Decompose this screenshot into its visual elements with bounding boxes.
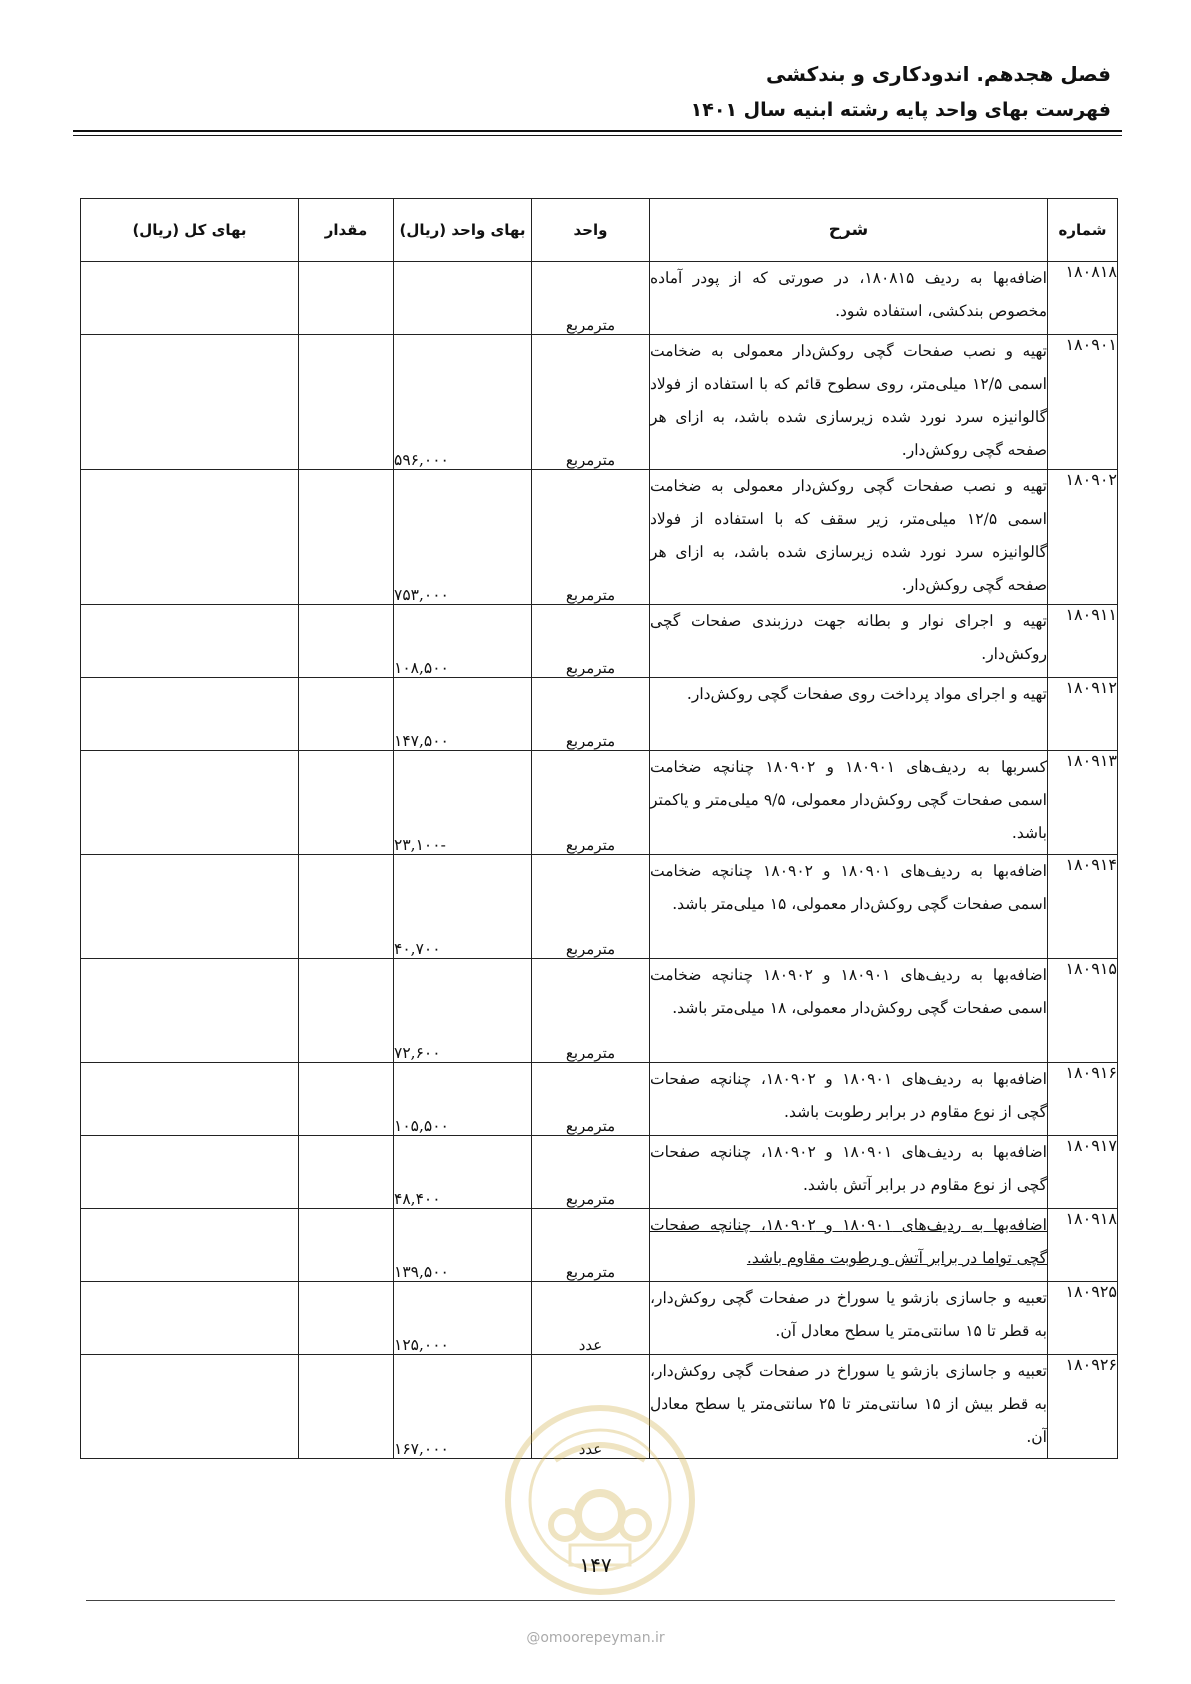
row-number: ۱۸۰۹۱۴ <box>1048 855 1118 959</box>
row-quantity <box>299 1209 394 1282</box>
row-quantity <box>299 1282 394 1355</box>
row-quantity <box>299 1355 394 1459</box>
row-unit-price: ۵۹۶,۰۰۰ <box>394 335 532 470</box>
row-total-price <box>81 751 299 855</box>
table-row <box>81 1136 1118 1209</box>
row-unit-price: ۴۰,۷۰۰ <box>394 855 532 959</box>
table-row <box>81 1282 1118 1355</box>
row-quantity <box>299 262 394 335</box>
row-unit-price: ۷۵۳,۰۰۰ <box>394 470 532 605</box>
row-number: ۱۸۰۹۲۶ <box>1048 1355 1118 1459</box>
row-unit: مترمربع <box>532 751 650 855</box>
row-total-price <box>81 1063 299 1136</box>
column-header-unit-price: بهای واحد (ریال) <box>394 199 532 262</box>
row-number: ۱۸۰۹۰۱ <box>1048 335 1118 470</box>
row-unit: مترمربع <box>532 1063 650 1136</box>
row-number: ۱۸۰۹۱۶ <box>1048 1063 1118 1136</box>
row-description: اضافه‌بها به ردیف‌های ۱۸۰۹۰۱ و ۱۸۰۹۰۲ چنانچه ضخامت اسمی صفحات گچی روکش‌دار معمولی، ۱۵ میلی‌متر باشد. <box>650 855 1048 959</box>
row-quantity <box>299 959 394 1063</box>
row-description: اضافه‌بها به ردیف‌های ۱۸۰۹۰۱ و ۱۸۰۹۰۲، چنانچه صفحات گچی از نوع مقاوم در برابر رطوبت باشد. <box>650 1063 1048 1136</box>
column-header-description: شرح <box>650 199 1048 262</box>
row-description: اضافه‌بها به ردیف‌های ۱۸۰۹۰۱ و ۱۸۰۹۰۲، چنانچه صفحات گچی از نوع مقاوم در برابر آتش باشد. <box>650 1136 1048 1209</box>
header-rule-thick <box>73 130 1122 132</box>
row-quantity <box>299 605 394 678</box>
row-description: تهیه و اجرای نوار و بطانه جهت درزبندی صفحات گچی روکش‌دار. <box>650 605 1048 678</box>
row-total-price <box>81 1355 299 1459</box>
row-quantity <box>299 855 394 959</box>
row-total-price <box>81 678 299 751</box>
column-header-unit: واحد <box>532 199 650 262</box>
row-unit-price: ۱۰۵,۵۰۰ <box>394 1063 532 1136</box>
row-description: اضافه‌بها به ردیف ۱۸۰۸۱۵، در صورتی که از پودر آماده مخصوص بندکشی، استفاده شود. <box>650 262 1048 335</box>
row-unit: مترمربع <box>532 959 650 1063</box>
row-unit: مترمربع <box>532 1136 650 1209</box>
row-description: تهیه و اجرای مواد پرداخت روی صفحات گچی روکش‌دار. <box>650 678 1048 751</box>
row-unit: مترمربع <box>532 470 650 605</box>
row-number: ۱۸۰۹۱۱ <box>1048 605 1118 678</box>
row-number: ۱۸۰۹۱۲ <box>1048 678 1118 751</box>
row-description: اضافه‌بها به ردیف‌های ۱۸۰۹۰۱ و ۱۸۰۹۰۲ چنانچه ضخامت اسمی صفحات گچی روکش‌دار معمولی، ۱۸ میلی‌متر باشد. <box>650 959 1048 1063</box>
table-row <box>81 605 1118 678</box>
table-row <box>81 1063 1118 1136</box>
row-quantity <box>299 335 394 470</box>
row-description: تعبیه و جاسازی بازشو یا سوراخ در صفحات گچی روکش‌دار، به قطر بیش از ۱۵ سانتی‌متر تا ۲۵ سانتی‌متر یا سطح معادل آن. <box>650 1355 1048 1459</box>
column-header-quantity: مقدار <box>299 199 394 262</box>
chapter-title: فصل هجدهم. اندودکاری و بندکشی <box>766 62 1111 86</box>
row-number: ۱۸۰۹۲۵ <box>1048 1282 1118 1355</box>
table-row <box>81 335 1118 470</box>
row-number: ۱۸۰۹۱۵ <box>1048 959 1118 1063</box>
table-row <box>81 751 1118 855</box>
table-row <box>81 678 1118 751</box>
row-unit: مترمربع <box>532 1209 650 1282</box>
row-quantity <box>299 751 394 855</box>
row-unit-price: ۱۳۹,۵۰۰ <box>394 1209 532 1282</box>
row-number: ۱۸۰۹۱۷ <box>1048 1136 1118 1209</box>
row-total-price <box>81 335 299 470</box>
column-header-total-price: بهای کل (ریال) <box>81 199 299 262</box>
row-unit-price: ۴۸,۴۰۰ <box>394 1136 532 1209</box>
row-total-price <box>81 262 299 335</box>
row-total-price <box>81 1282 299 1355</box>
row-total-price <box>81 605 299 678</box>
row-quantity <box>299 1136 394 1209</box>
row-description: تهیه و نصب صفحات گچی روکش‌دار معمولی به ضخامت اسمی ۱۲/۵ میلی‌متر، روی سطوح قائم که با استفاده از فولاد گالوانیزه سرد نورد شده زیرسازی شده باشد، به ازای هر صفحه گچی روکش‌دار. <box>650 335 1048 470</box>
row-total-price <box>81 1136 299 1209</box>
row-unit: مترمربع <box>532 855 650 959</box>
site-watermark: @omoorepeyman.ir <box>526 1630 665 1646</box>
row-description: کسربها به ردیف‌های ۱۸۰۹۰۱ و ۱۸۰۹۰۲ چنانچه ضخامت اسمی صفحات گچی روکش‌دار معمولی، ۹/۵ میلی‌متر و یاکمتر باشد. <box>650 751 1048 855</box>
footer-rule <box>86 1600 1115 1601</box>
table-row <box>81 470 1118 605</box>
row-unit-price: ۱۴۷,۵۰۰ <box>394 678 532 751</box>
row-unit: عدد <box>532 1282 650 1355</box>
table-row <box>81 262 1118 335</box>
table-row <box>81 1209 1118 1282</box>
page-number: ۱۴۷ <box>579 1553 612 1577</box>
row-number: ۱۸۰۹۱۳ <box>1048 751 1118 855</box>
row-total-price <box>81 1209 299 1282</box>
row-unit: مترمربع <box>532 678 650 751</box>
table-row <box>81 1355 1118 1459</box>
row-unit-price <box>394 262 532 335</box>
row-number: ۱۸۰۸۱۸ <box>1048 262 1118 335</box>
row-unit-price: ۱۶۷,۰۰۰ <box>394 1355 532 1459</box>
row-unit-price: -۲۳,۱۰۰ <box>394 751 532 855</box>
table-header-row <box>81 199 1118 262</box>
row-quantity <box>299 1063 394 1136</box>
row-total-price <box>81 855 299 959</box>
row-unit-price: ۷۲,۶۰۰ <box>394 959 532 1063</box>
row-unit: عدد <box>532 1355 650 1459</box>
column-header-number: شماره <box>1048 199 1118 262</box>
row-quantity <box>299 470 394 605</box>
row-quantity <box>299 678 394 751</box>
table-row <box>81 959 1118 1063</box>
row-unit: مترمربع <box>532 262 650 335</box>
row-description: تهیه و نصب صفحات گچی روکش‌دار معمولی به ضخامت اسمی ۱۲/۵ میلی‌متر، زیر سقف که با استفاده از فولاد گالوانیزه سرد نورد شده زیرسازی شده باشد، به ازای هر صفحه گچی روکش‌دار. <box>650 470 1048 605</box>
header-rule-thin <box>73 135 1122 136</box>
row-unit-price: ۱۰۸,۵۰۰ <box>394 605 532 678</box>
table-row <box>81 855 1118 959</box>
row-total-price <box>81 959 299 1063</box>
row-description: اضافه‌بها به ردیف‌های ۱۸۰۹۰۱ و ۱۸۰۹۰۲، چنانچه صفحات گچی تواما در برابر آتش و رطوبت مقاوم باشد. <box>650 1209 1048 1282</box>
row-unit: مترمربع <box>532 605 650 678</box>
row-unit: مترمربع <box>532 335 650 470</box>
row-unit-price: ۱۲۵,۰۰۰ <box>394 1282 532 1355</box>
row-description: تعبیه و جاسازی بازشو یا سوراخ در صفحات گچی روکش‌دار، به قطر تا ۱۵ سانتی‌متر یا سطح معادل آن. <box>650 1282 1048 1355</box>
row-number: ۱۸۰۹۱۸ <box>1048 1209 1118 1282</box>
row-total-price <box>81 470 299 605</box>
row-number: ۱۸۰۹۰۲ <box>1048 470 1118 605</box>
price-list-table <box>80 198 1118 1459</box>
document-subtitle: فهرست بهای واحد پایه رشته ابنیه سال ۱۴۰۱ <box>690 99 1111 121</box>
